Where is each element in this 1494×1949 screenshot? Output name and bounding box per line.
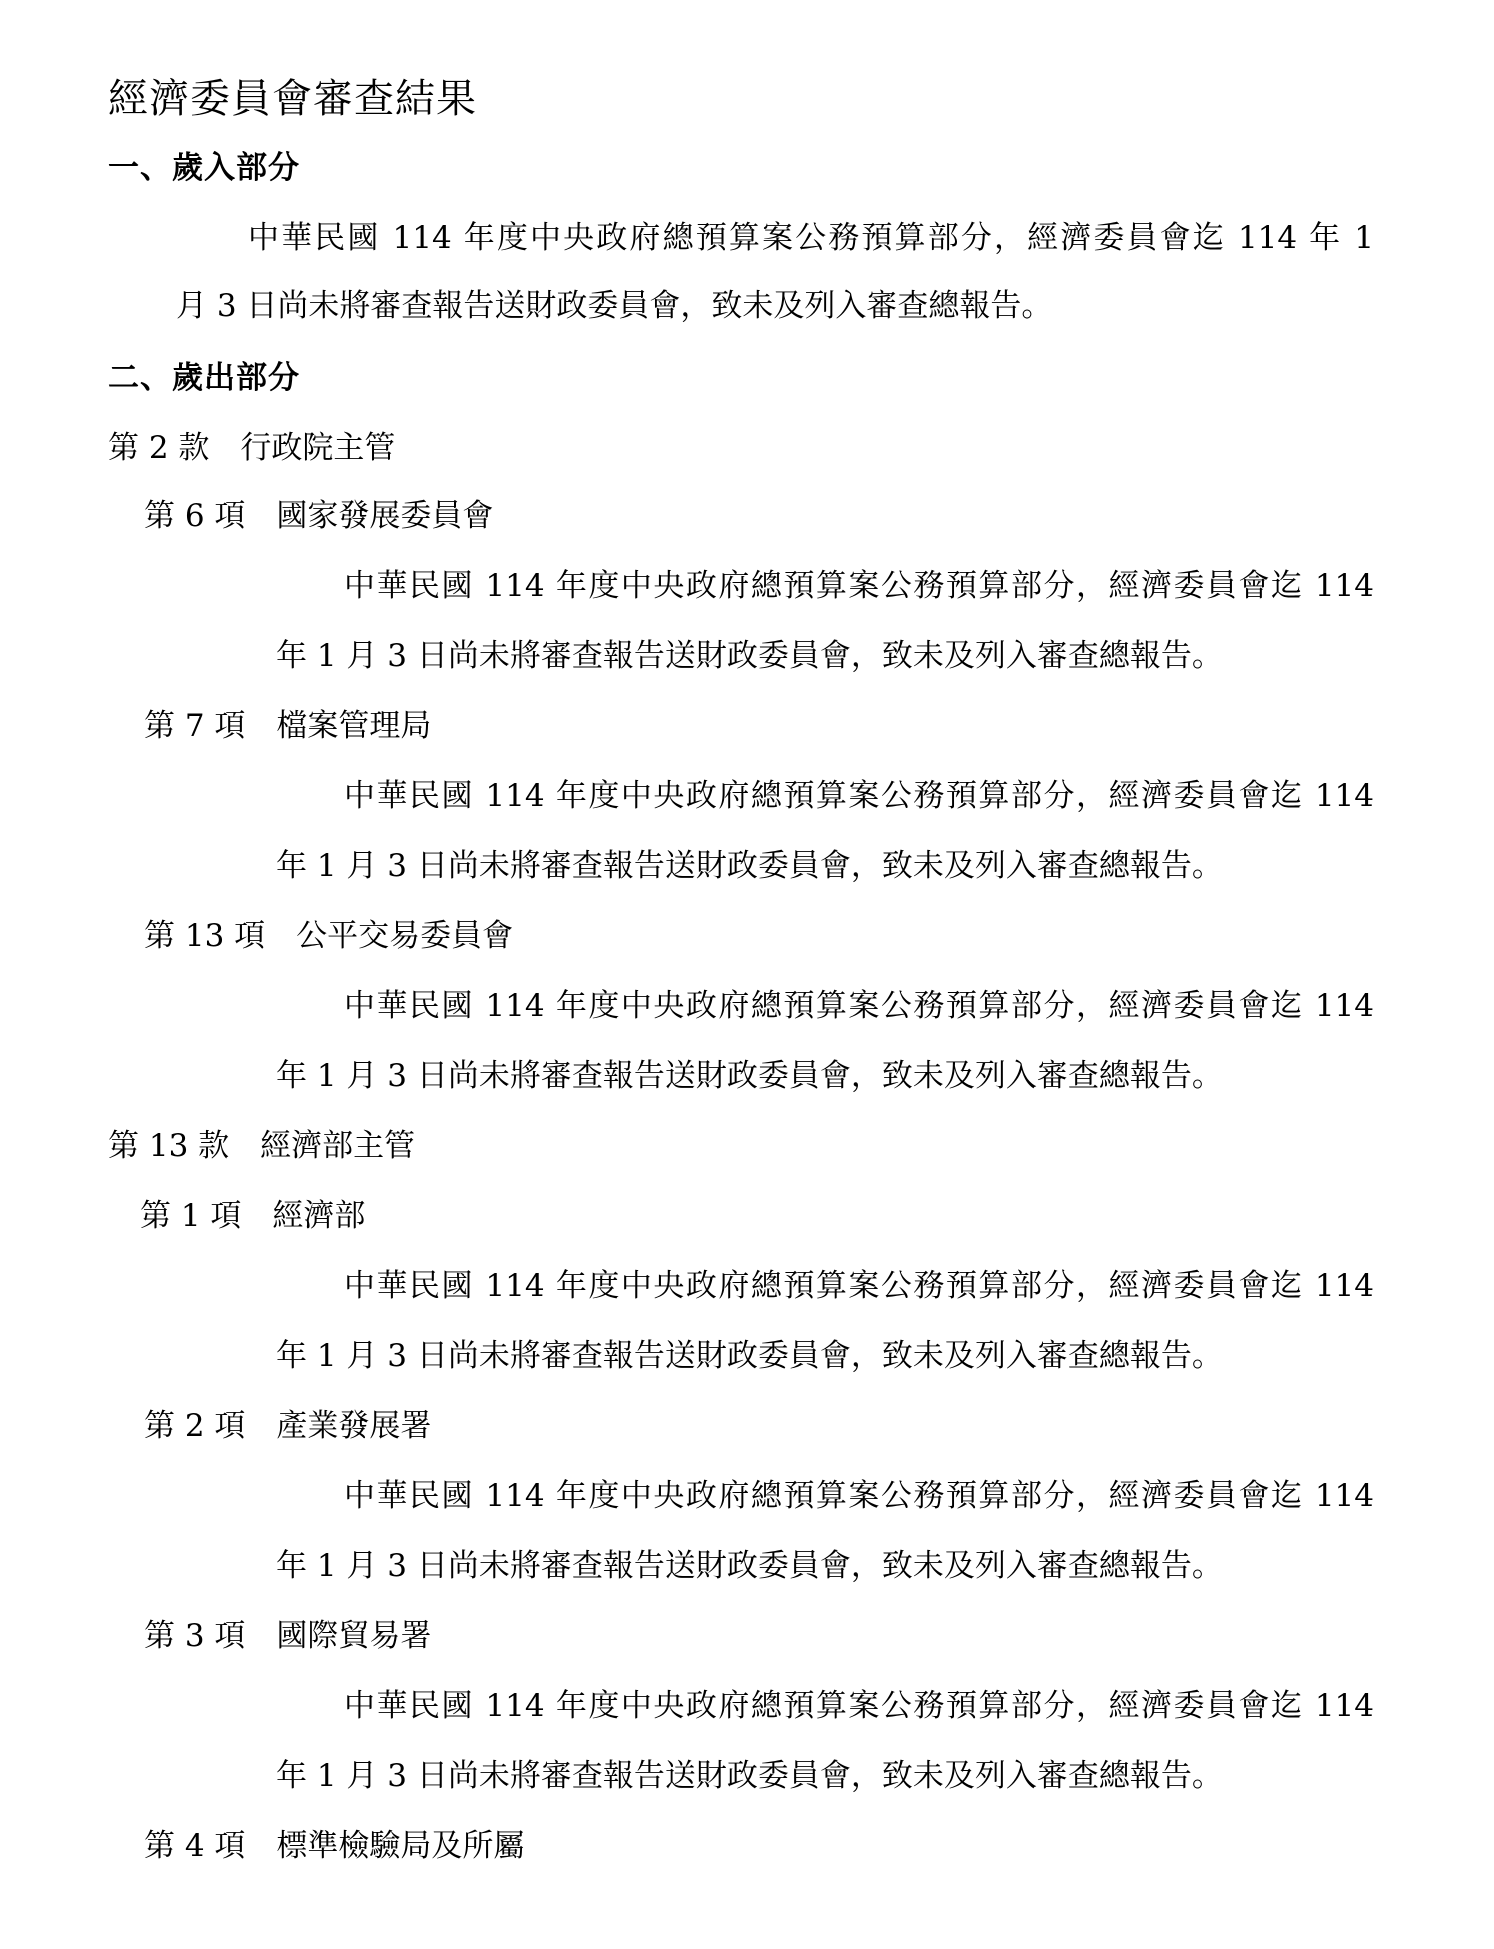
item-label: 第 13 項 公平交易委員會	[144, 918, 514, 954]
expenditure-heading: 二、歲出部分	[108, 360, 300, 396]
item-text-line-1: 中華民國 114 年度中央政府總預算案公務預算部分，經濟委員會迄 114	[344, 778, 1374, 814]
item-text-line-2: 年 1 月 3 日尚未將審查報告送財政委員會，致未及列入審查總報告。	[276, 1548, 1223, 1584]
revenue-paragraph-line-2: 月 3 日尚未將審查報告送財政委員會，致未及列入審查總報告。	[176, 288, 1053, 324]
item-text-line-2: 年 1 月 3 日尚未將審查報告送財政委員會，致未及列入審查總報告。	[276, 1058, 1223, 1094]
page-title: 經濟委員會審查結果	[108, 76, 477, 122]
item-label: 第 1 項 經濟部	[140, 1198, 366, 1234]
item-text-line-1: 中華民國 114 年度中央政府總預算案公務預算部分，經濟委員會迄 114	[344, 988, 1374, 1024]
item-text-line-1: 中華民國 114 年度中央政府總預算案公務預算部分，經濟委員會迄 114	[344, 568, 1374, 604]
item-label: 第 3 項 國際貿易署	[144, 1618, 432, 1654]
revenue-heading: 一、歲入部分	[108, 150, 300, 186]
item-text-line-1: 中華民國 114 年度中央政府總預算案公務預算部分，經濟委員會迄 114	[344, 1268, 1374, 1304]
item-text-line-2: 年 1 月 3 日尚未將審查報告送財政委員會，致未及列入審查總報告。	[276, 1338, 1223, 1374]
item-text-line-1: 中華民國 114 年度中央政府總預算案公務預算部分，經濟委員會迄 114	[344, 1478, 1374, 1514]
section-label: 第 2 款 行政院主管	[108, 430, 396, 466]
revenue-paragraph-line-1: 中華民國 114 年度中央政府總預算案公務預算部分，經濟委員會迄 114 年 1	[248, 220, 1374, 256]
item-label: 第 2 項 產業發展署	[144, 1408, 432, 1444]
item-text-line-2: 年 1 月 3 日尚未將審查報告送財政委員會，致未及列入審查總報告。	[276, 1758, 1223, 1794]
item-label: 第 7 項 檔案管理局	[144, 708, 432, 744]
item-label: 第 4 項 標準檢驗局及所屬	[144, 1828, 525, 1864]
item-text-line-2: 年 1 月 3 日尚未將審查報告送財政委員會，致未及列入審查總報告。	[276, 638, 1223, 674]
section-label: 第 13 款 經濟部主管	[108, 1128, 416, 1164]
item-label: 第 6 項 國家發展委員會	[144, 498, 494, 534]
item-text-line-2: 年 1 月 3 日尚未將審查報告送財政委員會，致未及列入審查總報告。	[276, 848, 1223, 884]
item-text-line-1: 中華民國 114 年度中央政府總預算案公務預算部分，經濟委員會迄 114	[344, 1688, 1374, 1724]
